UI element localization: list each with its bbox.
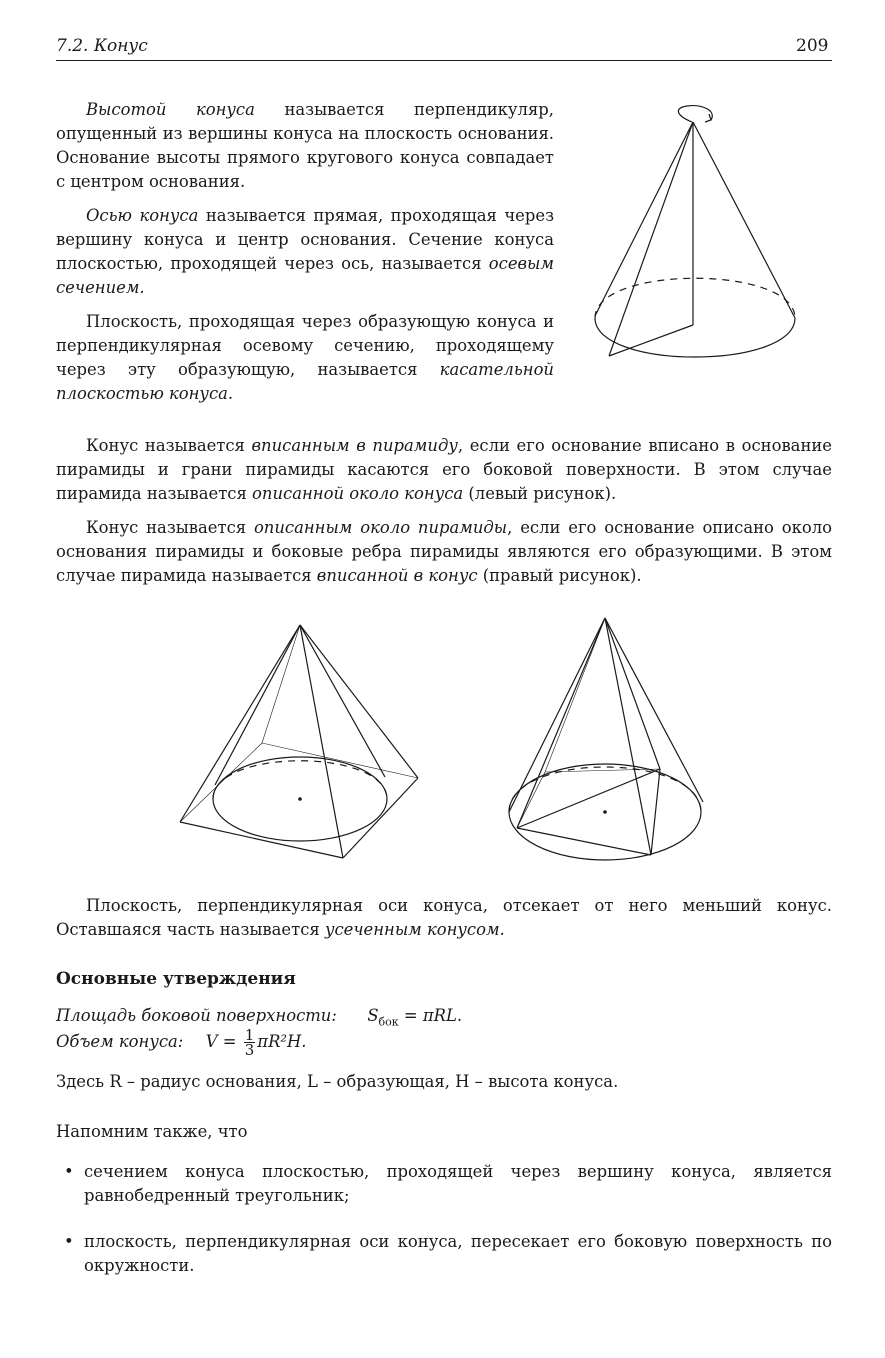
term-inscribed-in-cone: вписанной в конус — [316, 566, 478, 585]
rotation-arrow — [678, 106, 712, 122]
cone-generatrix — [605, 618, 703, 802]
rotation-arrowhead — [705, 114, 711, 122]
base-center-point — [603, 810, 607, 814]
cone-generatrix — [509, 618, 605, 812]
definition-axis: Осью конуса называется прямая, проходящая через вершину конуса и центр основания. Сечение конуса плоскостью, проходящей через ось, называется осевым сечением. — [56, 206, 555, 297]
cone-base-hidden — [509, 767, 701, 812]
cone-figure — [585, 100, 805, 390]
formula-volume: Объем конуса: V = $\frac{1}{3}$ πR²H. — [56, 1026, 307, 1059]
cone-radius — [609, 325, 693, 356]
page-number: 209 — [796, 36, 829, 56]
pyramid-hidden-edge — [262, 625, 300, 743]
base-center-point — [298, 797, 302, 801]
list-item: • сечением конуса плоскостью, проходящей через вершину конуса, является равнобедренный треугольник; — [56, 1160, 832, 1208]
list-item: • плоскость, перпендикулярная оси конуса, пересекает его боковую поверхность по окружности. — [56, 1230, 832, 1278]
cone-generatrix-left — [595, 122, 693, 316]
reminder-list — [56, 1160, 832, 1278]
formula-legend: Здесь R – радиус основания, L – образующая, H – высота конуса. — [56, 1072, 619, 1091]
formula-label-volume: Объем конуса: — [56, 1032, 184, 1051]
pyramid-edge — [300, 625, 418, 778]
pyramid-hidden-base-edge — [517, 772, 545, 828]
pyramid-edge — [300, 625, 343, 858]
term-axis: Осью конуса — [86, 206, 199, 225]
formula-lateral-area: Площадь боковой поверхности: $S_{бок} = \pi RL$. — [56, 1006, 463, 1029]
pyramid-base-edge — [343, 778, 418, 858]
fraction-one-third: $\frac{1}{3}$ — [244, 1026, 255, 1059]
term-axial-section: осевым сечением. — [56, 254, 554, 297]
inscribed-text-block — [56, 434, 832, 588]
term-frustum: усеченным конусом. — [324, 920, 505, 939]
pyramid-edge — [605, 618, 660, 769]
term-circumscribed-about-pyramid: описанным около пирамиды — [253, 518, 508, 537]
term-inscribed-in-pyramid: вписанным в пирамиду — [251, 436, 458, 455]
header-rule — [56, 60, 832, 61]
term-height: Высотой конуса — [86, 100, 255, 119]
running-head-section: 7.2. Конус — [56, 36, 148, 56]
cone-base-hidden — [213, 761, 387, 799]
definition-inscribed-in-pyramid: Конус называется вписанным в пирамиду, если его основание вписано в основание пирамиды и грани пирамиды касаются его боковой поверхности. В этом случае пирамида называется описанной около конуса (левый рисунок). — [56, 436, 832, 503]
section-title-main-statements: Основные утверждения — [56, 969, 296, 989]
definition-height: Высотой конуса называется перпендикуляр, опущенный из вершины конуса на плоскость основания. Основание высоты прямого кругового конуса совпадает с центром основания. — [56, 100, 555, 191]
reminder-intro: Напомним также, что — [56, 1122, 248, 1141]
definition-circumscribed-about-pyramid: Конус называется описанным около пирамиды, если его основание описано около основания пирамиды и боковые ребра пирамиды являются его образующими. В этом случае пирамида называется вписанной в конус (правый рисунок). — [56, 518, 832, 585]
definition-frustum: Плоскость, перпендикулярная оси конуса, отсекает от него меньший конус. Оставшаяся часть называется усеченным конусом. — [56, 896, 832, 939]
term-tangent-plane: касательной плоскостью конуса. — [56, 360, 554, 403]
term-circumscribed-about-cone: описанной около конуса — [252, 484, 464, 503]
pyramid-base-edge — [651, 769, 660, 855]
cone-base-front — [595, 318, 795, 357]
frustum-text-block — [56, 894, 832, 942]
pyramid-base-edge — [517, 828, 651, 855]
formula-label-lateral: Площадь боковой поверхности: — [56, 1006, 337, 1025]
figure-cone-in-pyramid — [175, 615, 425, 865]
pyramid-hidden-edge — [545, 618, 605, 772]
pyramid-edge — [180, 625, 300, 822]
top-text-block — [56, 98, 554, 406]
figure-pyramid-in-cone — [505, 612, 715, 862]
cone-inner-generatrix — [609, 122, 693, 356]
definition-tangent-plane: Плоскость, проходящая через образующую конуса и перпендикулярная осевому сечению, проходящему через эту образующую, называется касательной плоскостью конуса. — [56, 312, 554, 403]
pyramid-edge — [605, 618, 651, 855]
cone-generatrix-right — [693, 122, 795, 318]
cone-generatrix — [215, 625, 300, 785]
